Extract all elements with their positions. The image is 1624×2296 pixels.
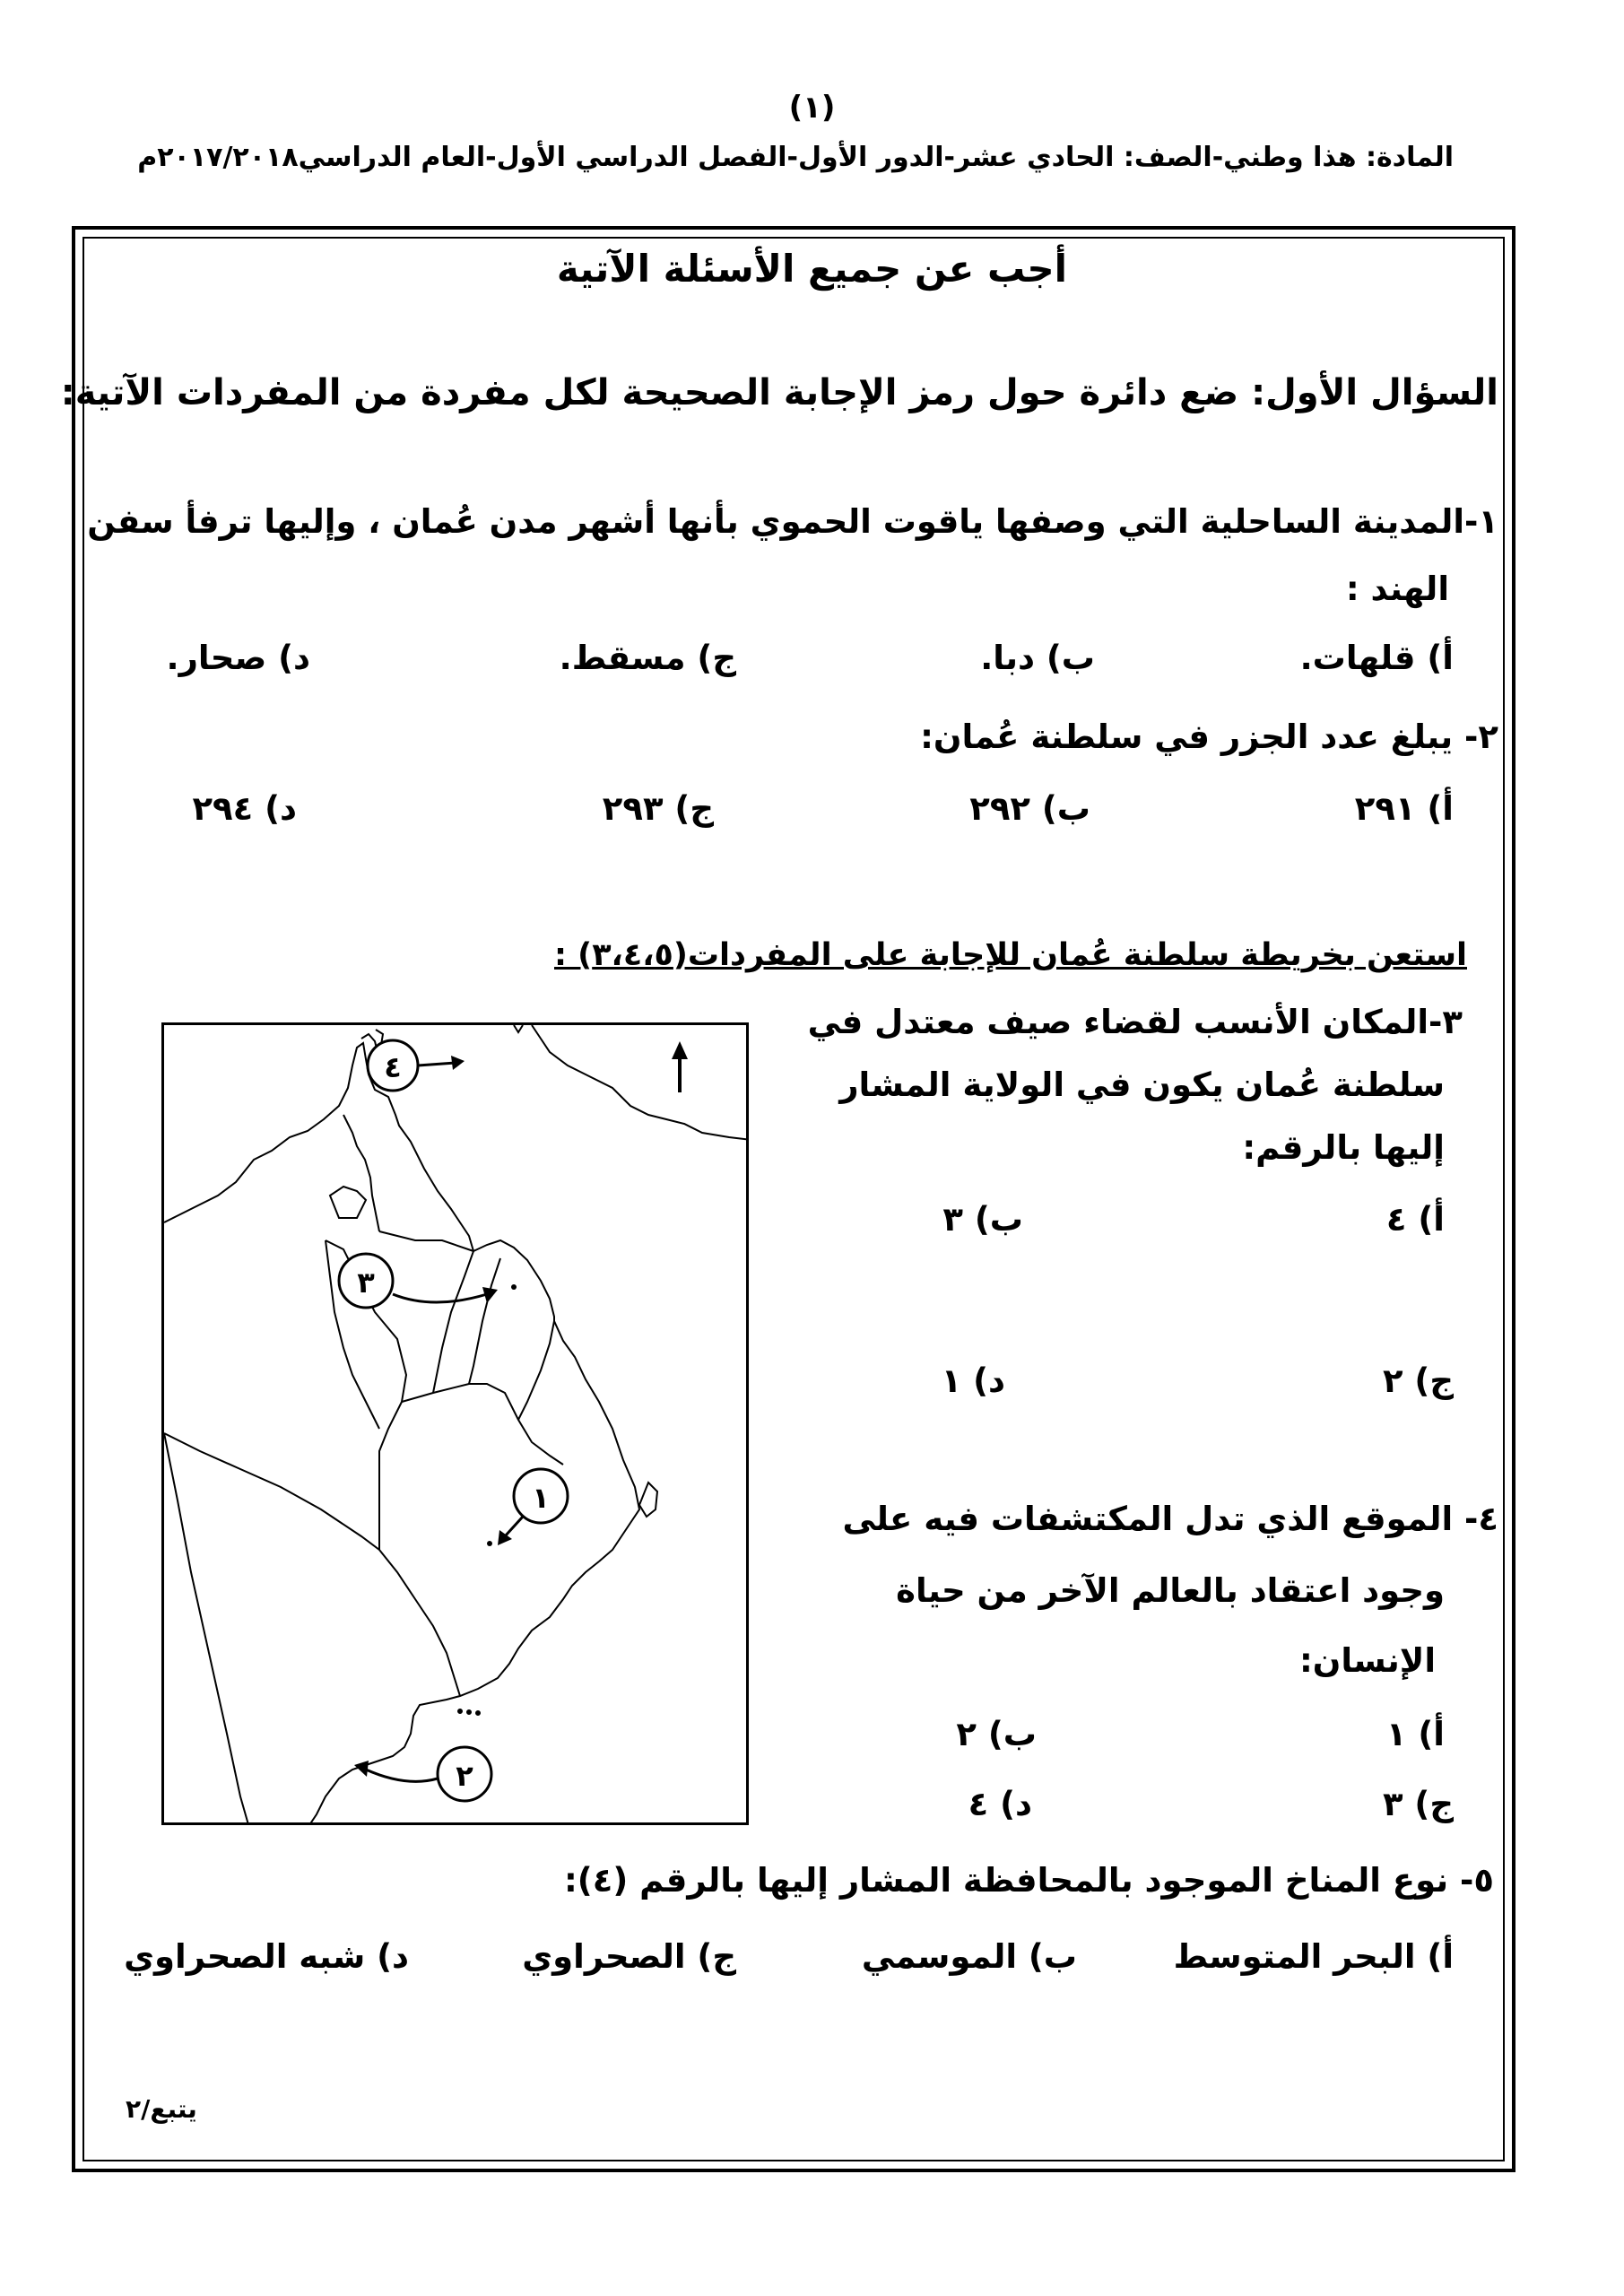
item4-option-b[interactable]: ب) ٢ bbox=[956, 1715, 1037, 1753]
map-marker-4 bbox=[368, 1040, 465, 1091]
exam-header: المادة: هذا وطني-الصف: الحادي عشر-الدور الأول-الفصل الدراسي الأول-العام الدراسي٢٠١٧/٢٠١٨م bbox=[137, 142, 1454, 173]
item1-option-d[interactable]: د) صحار. bbox=[166, 639, 310, 677]
marker-1-label: ١ bbox=[532, 1481, 550, 1515]
map-instruction: استعن بخريطة سلطنة عُمان للإجابة على المفردات(٣،٤،٥) : bbox=[554, 937, 1467, 973]
item2-text: ٢- يبلغ عدد الجزر في سلطنة عُمان: bbox=[920, 718, 1498, 756]
page-number: (١) bbox=[788, 90, 836, 126]
item2-option-a[interactable]: أ) ٢٩١ bbox=[1354, 789, 1454, 828]
map-marker-3 bbox=[339, 1254, 517, 1308]
item5-text: ٥- نوع المناخ الموجود بالمحافظة المشار إليها بالرقم (٤): bbox=[564, 1861, 1494, 1900]
oman-map bbox=[161, 1022, 749, 1825]
item5-option-d[interactable]: د) شبه الصحراوي bbox=[124, 1937, 409, 1976]
item1-text-cont: الهند : bbox=[1345, 570, 1449, 608]
item2-option-b[interactable]: ب) ٢٩٢ bbox=[969, 789, 1090, 828]
oman-map-drawing bbox=[164, 1025, 749, 1825]
item2-option-d[interactable]: د) ٢٩٤ bbox=[192, 789, 297, 828]
item4-option-a[interactable]: أ) ١ bbox=[1385, 1715, 1445, 1753]
item1-option-c[interactable]: ج) مسقط. bbox=[559, 639, 736, 677]
item4-line2: وجود اعتقاد بالعالم الآخر من حياة bbox=[896, 1571, 1445, 1610]
continue-note: يتبع/٢ bbox=[126, 2094, 197, 2124]
item1-option-b[interactable]: ب) دبا. bbox=[980, 639, 1095, 677]
map-marker-2 bbox=[354, 1747, 491, 1801]
item1-text: ١-المدينة الساحلية التي وصفها ياقوت الحموي بأنها أشهر مدن عُمان ، وإليها ترفأ سفن bbox=[87, 502, 1498, 541]
item4-option-d[interactable]: د) ٤ bbox=[968, 1785, 1032, 1823]
item3-option-a[interactable]: أ) ٤ bbox=[1385, 1200, 1445, 1239]
item3-line1: ٣-المكان الأنسب لقضاء صيف معتدل في bbox=[807, 1003, 1463, 1041]
item3-option-b[interactable]: ب) ٣ bbox=[942, 1200, 1023, 1239]
item1-option-a[interactable]: أ) قلهات. bbox=[1299, 639, 1454, 677]
general-instruction: أجب عن جميع الأسئلة الآتية bbox=[556, 247, 1068, 291]
item5-option-c[interactable]: ج) الصحراوي bbox=[522, 1937, 736, 1976]
item4-line1: ٤- الموقع الذي تدل المكتشفات فيه على bbox=[842, 1500, 1498, 1538]
item4-line3: الإنسان: bbox=[1298, 1641, 1436, 1680]
item3-option-d[interactable]: د) ١ bbox=[941, 1361, 1005, 1400]
marker-2-label: ٢ bbox=[456, 1759, 473, 1793]
marker-3-label: ٣ bbox=[357, 1265, 375, 1300]
item4-option-c[interactable]: ج) ٣ bbox=[1382, 1785, 1454, 1823]
item3-line2: سلطنة عُمان يكون في الولاية المشار bbox=[839, 1065, 1445, 1104]
item5-option-b[interactable]: ب) الموسمي bbox=[861, 1937, 1077, 1976]
question1-title: السؤال الأول: ضع دائرة حول رمز الإجابة الصحيحة لكل مفردة من المفردات الآتية: bbox=[60, 372, 1498, 413]
north-arrow-icon bbox=[672, 1041, 688, 1092]
item2-option-c[interactable]: ج) ٢٩٣ bbox=[602, 789, 714, 828]
item5-option-a[interactable]: أ) البحر المتوسط bbox=[1173, 1937, 1454, 1976]
item3-line3: إليها بالرقم: bbox=[1242, 1128, 1445, 1167]
item3-option-c[interactable]: ج) ٢ bbox=[1382, 1361, 1454, 1400]
map-marker-1 bbox=[487, 1469, 568, 1546]
marker-4-label: ٤ bbox=[384, 1050, 402, 1084]
